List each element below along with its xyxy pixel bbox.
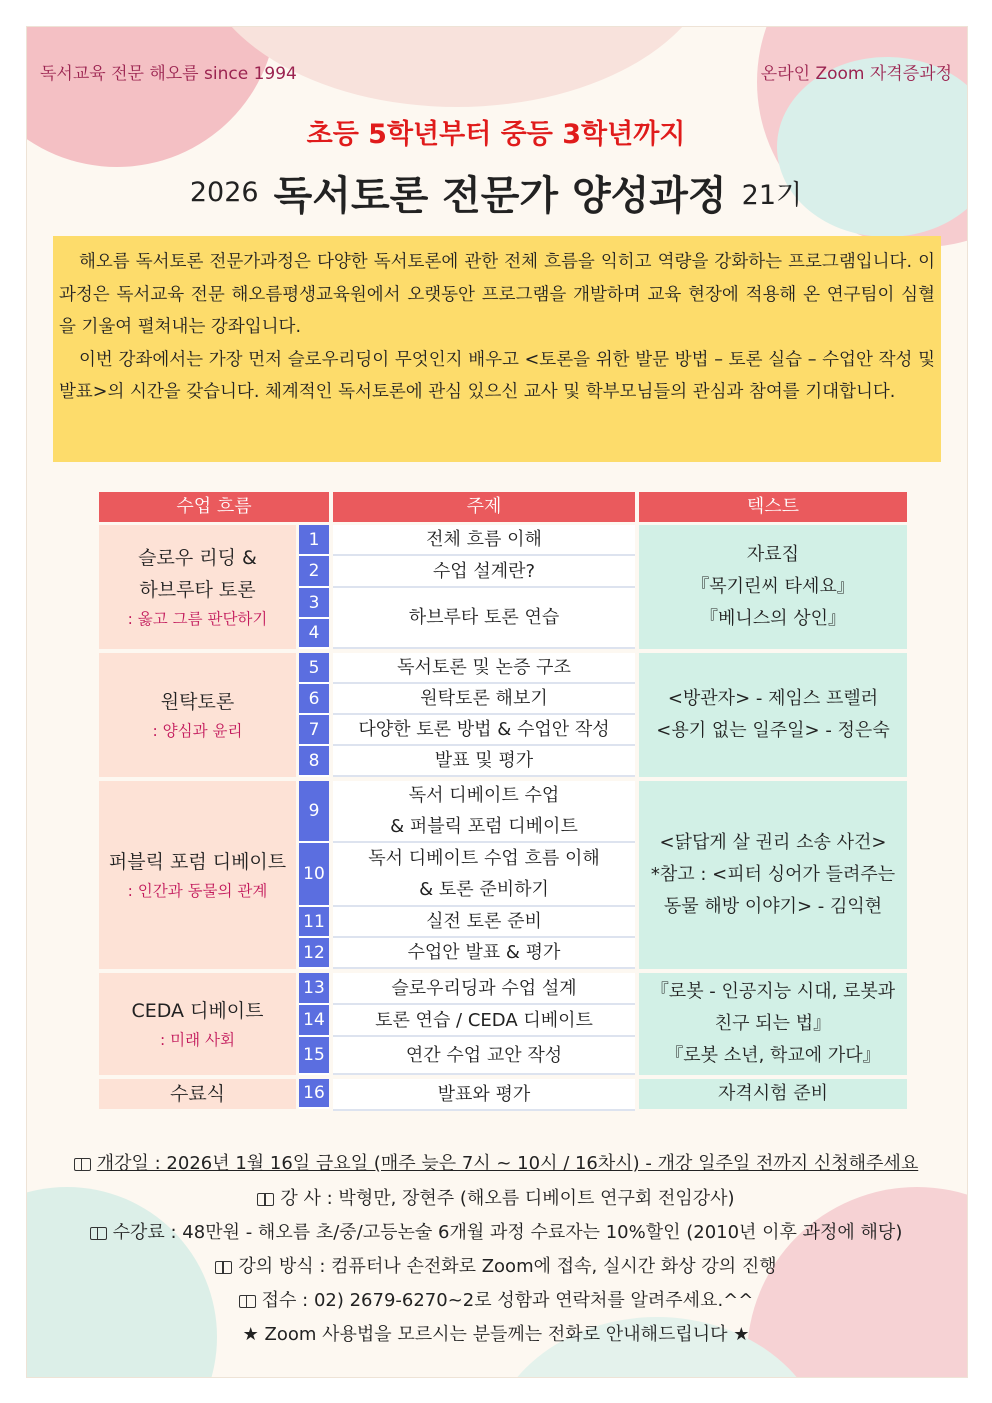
topic-text: 연간 수업 교안 작성 [405, 1044, 563, 1066]
text-line: <방관자> - 제임스 프렐러 [667, 688, 879, 709]
topic-text: 원탁토론 해보기 [420, 688, 548, 709]
flow-cell [99, 1079, 296, 1109]
topic-text: 수업 설계란? [432, 560, 536, 582]
open-book-icon [90, 1227, 107, 1240]
flow-cell [99, 781, 296, 969]
text-cell [639, 525, 907, 649]
text-line: 『베니스의 상인』 [699, 608, 847, 629]
session-number: 8 [299, 746, 329, 777]
col-header-text: 텍스트 [639, 492, 907, 522]
col-header-topic: 주제 [333, 492, 635, 522]
topic-cell [333, 938, 635, 969]
text-line: <닭답게 살 권리 소송 사건> [659, 832, 887, 853]
flow-name: 수료식 [169, 1083, 226, 1105]
topic-cell [333, 1037, 635, 1075]
open-book-icon [257, 1193, 274, 1206]
target-audience: 초등 5학년부터 중등 3학년까지 [306, 119, 686, 150]
session-number: 12 [299, 938, 329, 969]
title-main: 독서토론 전문가 양성과정 [273, 173, 727, 219]
flow-name: 퍼블릭 포럼 디베이트 [108, 851, 287, 873]
header-organization: 독서교육 전문 해오름 since 1994 [40, 64, 297, 84]
footer-text: 접수 : 02) 2679-6270~2로 성함과 연락처를 알려주세요.^^ [261, 1290, 754, 1311]
topic-text: 실전 토론 준비 [426, 911, 542, 932]
topic-text: & 토론 준비하기 [419, 879, 549, 900]
flow-theme: : 옳고 그름 판단하기 [127, 610, 268, 628]
topic-text: 전체 흐름 이해 [426, 529, 542, 550]
intro-paragraph: 해오름 독서토론 전문가과정은 다양한 독서토론에 관한 전체 흐름을 익히고 역량을 강화하는 프로그램입니다. 이 과정은 독서교육 전문 해오름평생교육원에서 오랫동안 프로그램을 개발하며 교육 현장에 적용해 온 연구팀이 심혈을 기울여 펼쳐내는 강좌입니다. [59, 252, 935, 337]
topic-cell [333, 525, 635, 556]
session-number: 13 [299, 973, 329, 1005]
decor-blob [26, 1187, 217, 1378]
topic-cell [333, 556, 635, 588]
text-line: 『목기린씨 타세요』 [691, 576, 855, 597]
flow-cell [99, 525, 296, 649]
intro-box [53, 236, 941, 462]
topic-cell [333, 715, 635, 746]
header-course-type: 온라인 Zoom 자격증과정 [760, 64, 952, 84]
text-line: 『로봇 소년, 학교에 가다』 [665, 1045, 881, 1066]
flow-name: 슬로우 리딩 & [138, 547, 257, 569]
session-number: 16 [299, 1079, 329, 1109]
topic-text: 토론 연습 / CEDA 디베이트 [375, 1009, 593, 1031]
session-number: 6 [299, 684, 329, 715]
flow-theme: : 인간과 동물의 관계 [127, 882, 268, 900]
flow-cell [99, 973, 296, 1075]
session-number: 11 [299, 907, 329, 938]
topic-text: 다양한 토론 방법 & 수업안 작성 [358, 719, 610, 740]
footer-text: 강 사 : 박형만, 장현주 (해오름 디베이트 연구회 전임강사) [280, 1188, 735, 1209]
session-number: 3 [299, 588, 329, 619]
footer-text: 강의 방식 : 컴퓨터나 손전화로 Zoom에 접속, 실시간 화상 강의 진행 [238, 1256, 777, 1277]
page-title [0, 164, 992, 221]
topic-text: 수업안 발표 & 평가 [407, 942, 561, 963]
topic-cell [333, 746, 635, 777]
text-line: *참고 : <피터 싱어가 들려주는 [650, 864, 896, 885]
footer-fee [0, 1218, 992, 1244]
topic-cell [333, 684, 635, 715]
footer-text: 개강일 : 2026년 1월 16일 금요일 (매주 늦은 7시 ~ 10시 / 16차시) - 개강 일주일 전까지 신청해주세요 [96, 1153, 919, 1174]
session-number: 2 [299, 556, 329, 588]
open-book-icon [215, 1261, 232, 1274]
topic-text: 독서 디베이트 수업 [408, 785, 560, 806]
text-cell [639, 973, 907, 1075]
topic-cell [333, 843, 635, 907]
session-number: 10 [299, 843, 329, 907]
text-cell [639, 781, 907, 969]
flow-theme: : 미래 사회 [160, 1031, 235, 1049]
session-number: 15 [299, 1037, 329, 1075]
session-number: 9 [299, 781, 329, 843]
text-line: 『로봇 - 인공지능 시대, 로봇과 [650, 981, 896, 1002]
footer-start-date [0, 1149, 992, 1175]
flow-theme: : 양심과 윤리 [152, 722, 243, 740]
topic-text: 하브루타 토론 연습 [408, 607, 560, 628]
decor-blob [747, 1187, 968, 1378]
text-line: 친구 되는 법』 [714, 1013, 832, 1034]
topic-cell [333, 781, 635, 843]
topic-text: 발표 및 평가 [434, 750, 534, 771]
session-number: 7 [299, 715, 329, 746]
topic-text: & 퍼블릭 포럼 디베이트 [390, 816, 578, 837]
title-year: 2026 [189, 177, 259, 208]
footer-text: 수강료 : 48만원 - 해오름 초/중/고등논술 6개월 과정 수료자는 10%할인 (2010년 이후 과정에 해당) [112, 1222, 903, 1243]
text-line: 자료집 [746, 544, 800, 565]
flow-cell [99, 653, 296, 777]
topic-cell [333, 1005, 635, 1037]
flow-name: 하브루타 토론 [139, 579, 256, 601]
text-cell [639, 1079, 907, 1109]
topic-cell [333, 588, 635, 649]
topic-cell [333, 653, 635, 684]
text-cell [639, 653, 907, 777]
footer-registration [0, 1286, 992, 1312]
title-generation: 21기 [741, 180, 803, 211]
footer-text: ★ Zoom 사용법을 모르시는 분들께는 전화로 안내해드립니다 ★ [242, 1324, 750, 1345]
footer-instructor [0, 1184, 992, 1210]
topic-text: 발표와 평가 [437, 1083, 531, 1105]
footer-method [0, 1252, 992, 1278]
session-number: 1 [299, 525, 329, 556]
col-header-flow: 수업 흐름 [99, 492, 329, 522]
topic-cell [333, 907, 635, 938]
session-number: 14 [299, 1005, 329, 1037]
topic-cell [333, 973, 635, 1005]
topic-text: 독서토론 및 논증 구조 [397, 657, 571, 678]
text-line: 동물 해방 이야기> - 김익현 [663, 896, 883, 917]
footer-zoom-note [0, 1320, 992, 1346]
topic-text: 독서 디베이트 수업 흐름 이해 [368, 848, 600, 869]
topic-text: 슬로우리딩과 수업 설계 [391, 977, 577, 999]
text-line: <용기 없는 일주일> - 정은숙 [656, 720, 890, 741]
session-number: 5 [299, 653, 329, 684]
flow-name: CEDA 디베이트 [131, 1000, 264, 1022]
text-line: 자격시험 준비 [717, 1083, 829, 1104]
intro-paragraph: 이번 강좌에서는 가장 먼저 슬로우리딩이 무엇인지 배우고 <토론을 위한 발문 방법 – 토론 실습 – 수업안 작성 및 발표>의 시간을 갖습니다. 체계적인 독서토론에 관심 있으신 교사 및 학부모님들의 관심과 참여를 기대합니다. [59, 349, 935, 402]
session-number: 4 [299, 619, 329, 649]
open-book-icon [239, 1295, 256, 1308]
flow-name: 원탁토론 [160, 691, 235, 713]
open-book-icon [74, 1158, 91, 1171]
topic-cell [333, 1079, 635, 1111]
